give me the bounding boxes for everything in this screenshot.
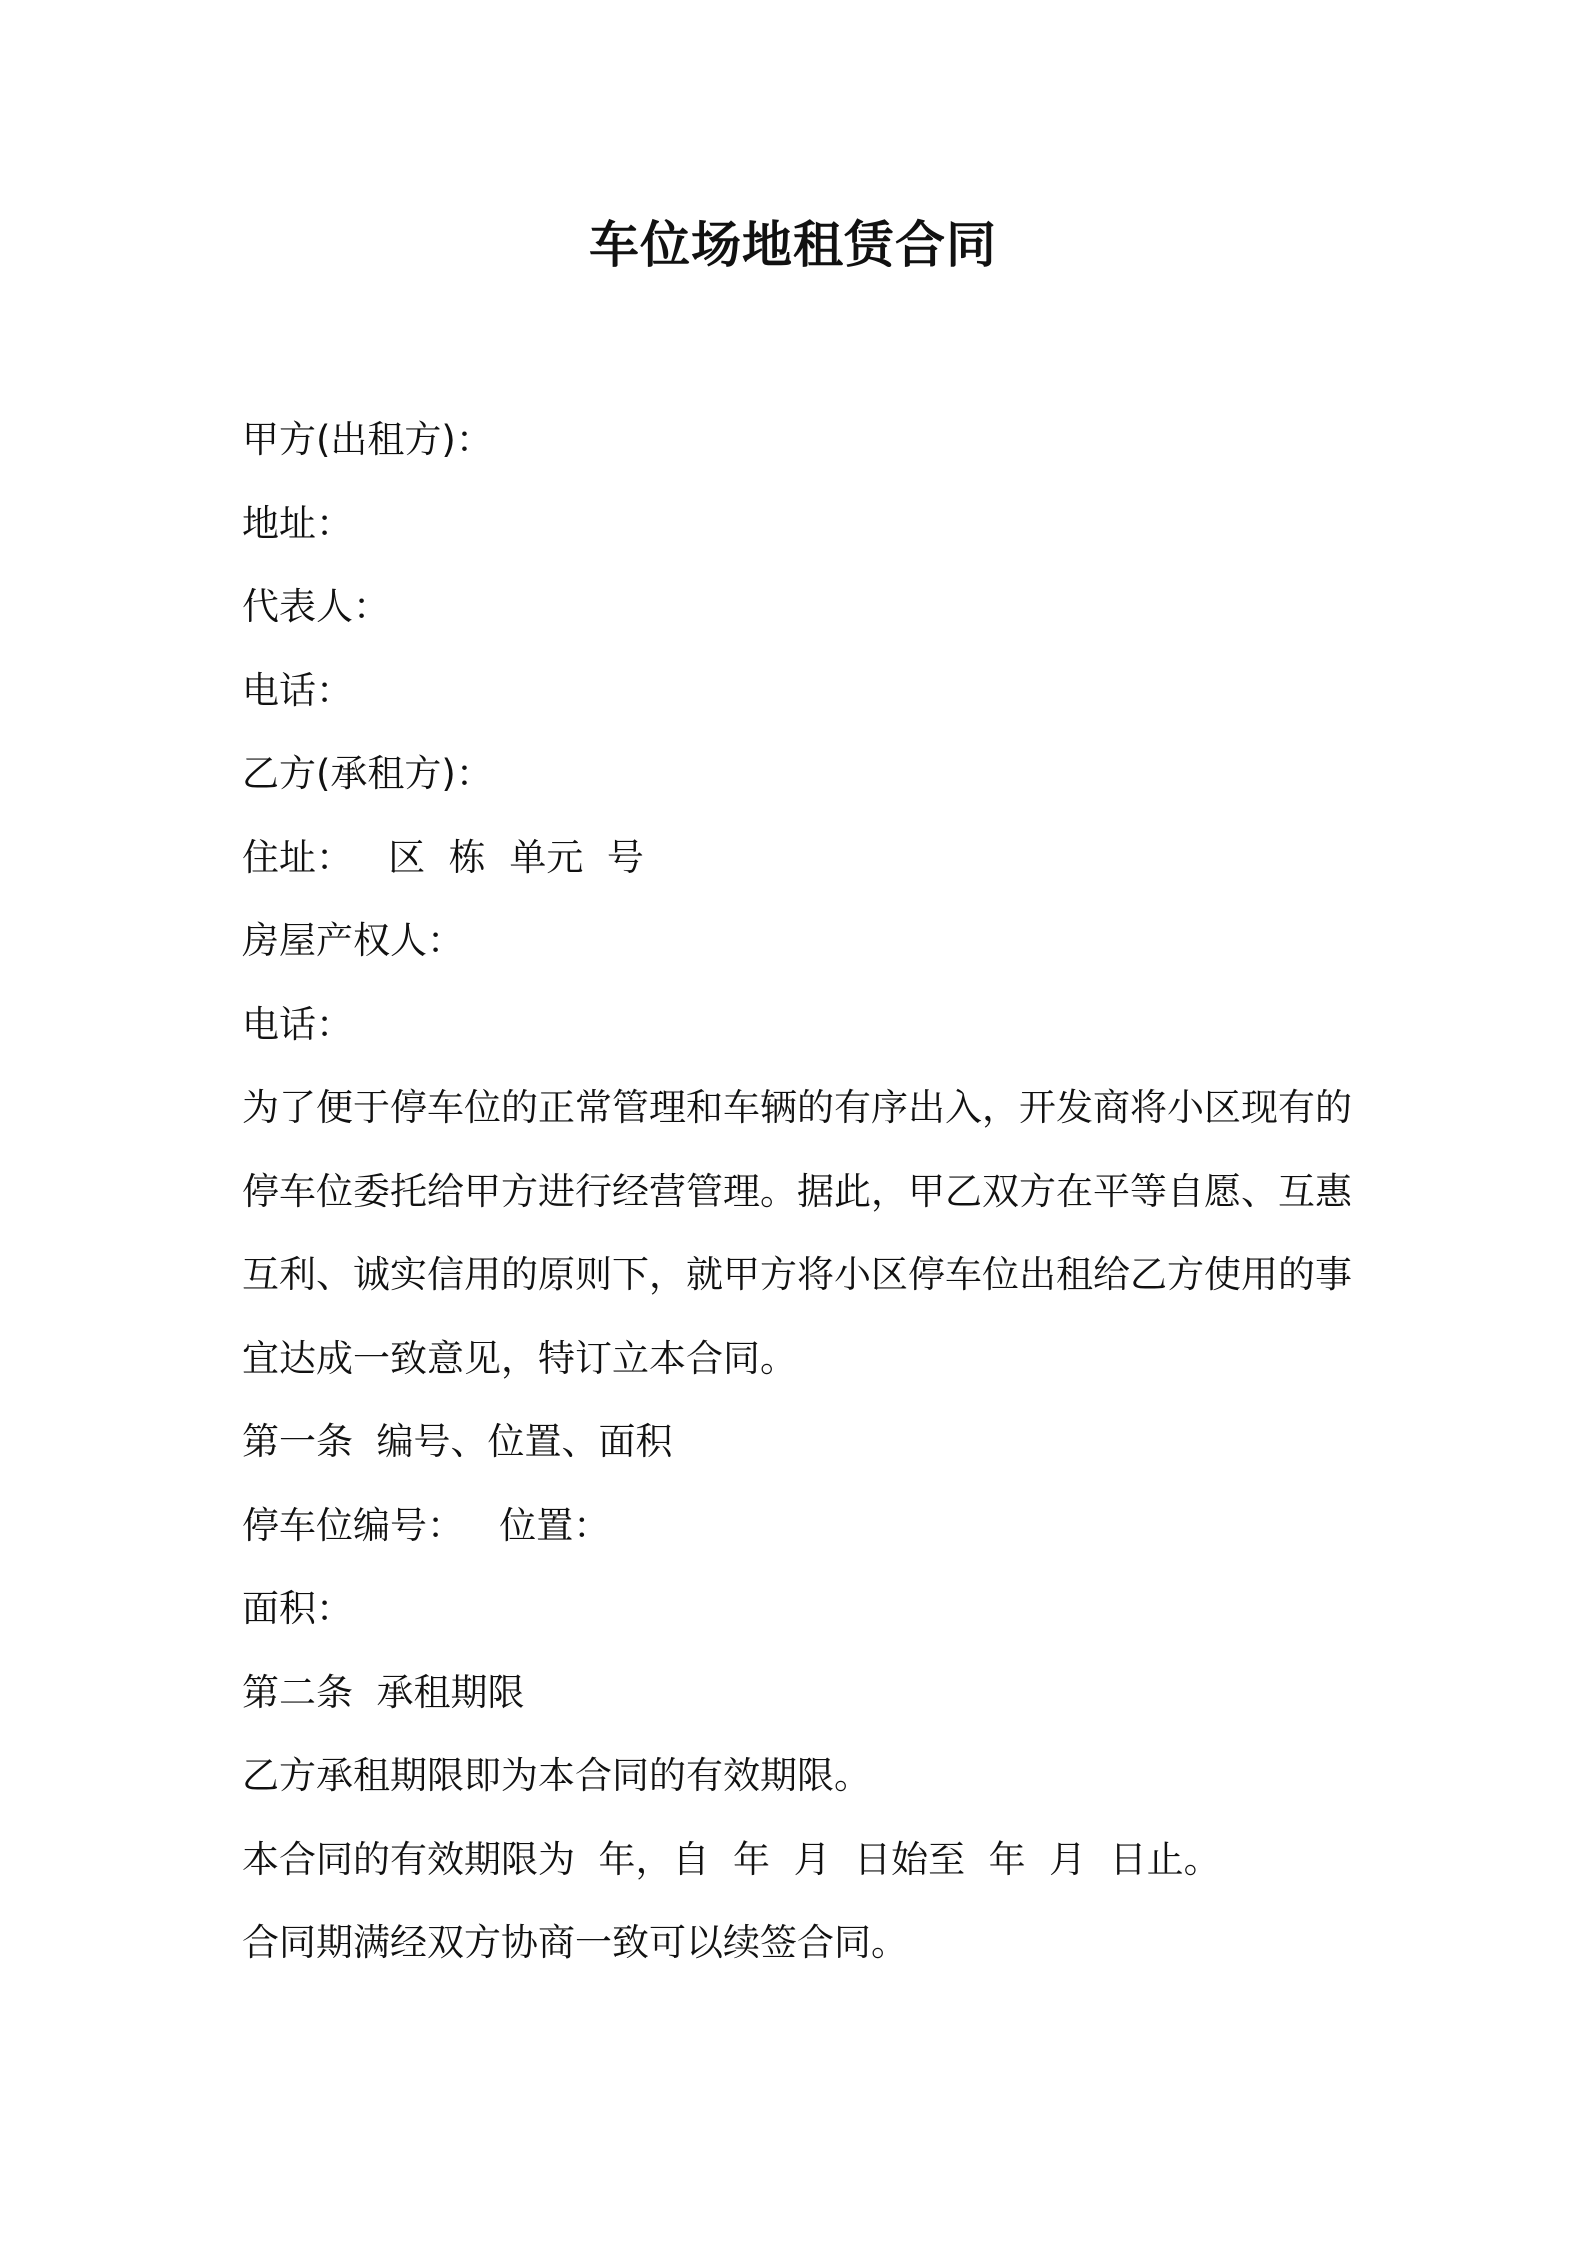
- property-owner-line: 房屋产权人：: [242, 919, 464, 962]
- preamble-line: 互利、诚实信用的原则下，就甲方将小区停车位出租给乙方使用的事: [242, 1253, 1352, 1296]
- party-a-address-line: 地址：: [242, 501, 353, 545]
- document-body: [242, 398, 1372, 1985]
- area-line: 面积：: [242, 1587, 353, 1630]
- party-a-phone-line: 电话：: [242, 668, 353, 712]
- validity-period-line: 本合同的有效期限为 年，自 年 月 日始至 年 月 日止。: [242, 1837, 1221, 1881]
- document-title: 车位场地租赁合同: [589, 216, 997, 274]
- lease-term-line: 乙方承租期限即为本合同的有效期限。: [242, 1754, 871, 1797]
- article-one-heading: 第一条 编号、位置、面积: [242, 1420, 673, 1463]
- preamble-line: 停车位委托给甲方进行经营管理。据此，甲乙双方在平等自愿、互惠: [242, 1169, 1352, 1213]
- parking-number-line: 停车位编号： 位置：: [242, 1503, 611, 1547]
- party-b-phone-line: 电话：: [242, 1002, 353, 1046]
- preamble-line: 宜达成一致意见，特订立本合同。: [242, 1336, 797, 1380]
- party-b-address-line: 住址： 区 栋 单元 号: [242, 835, 644, 879]
- party-a-line: 甲方(出租方)：: [242, 418, 493, 461]
- article-two-heading: 第二条 承租期限: [242, 1670, 525, 1714]
- party-a-representative-line: 代表人：: [242, 585, 390, 628]
- preamble-line: 为了便于停车位的正常管理和车辆的有序出入，开发商将小区现有的: [242, 1086, 1352, 1129]
- renewal-line: 合同期满经双方协商一致可以续签合同。: [242, 1921, 908, 1964]
- party-b-line: 乙方(承租方)：: [242, 752, 493, 795]
